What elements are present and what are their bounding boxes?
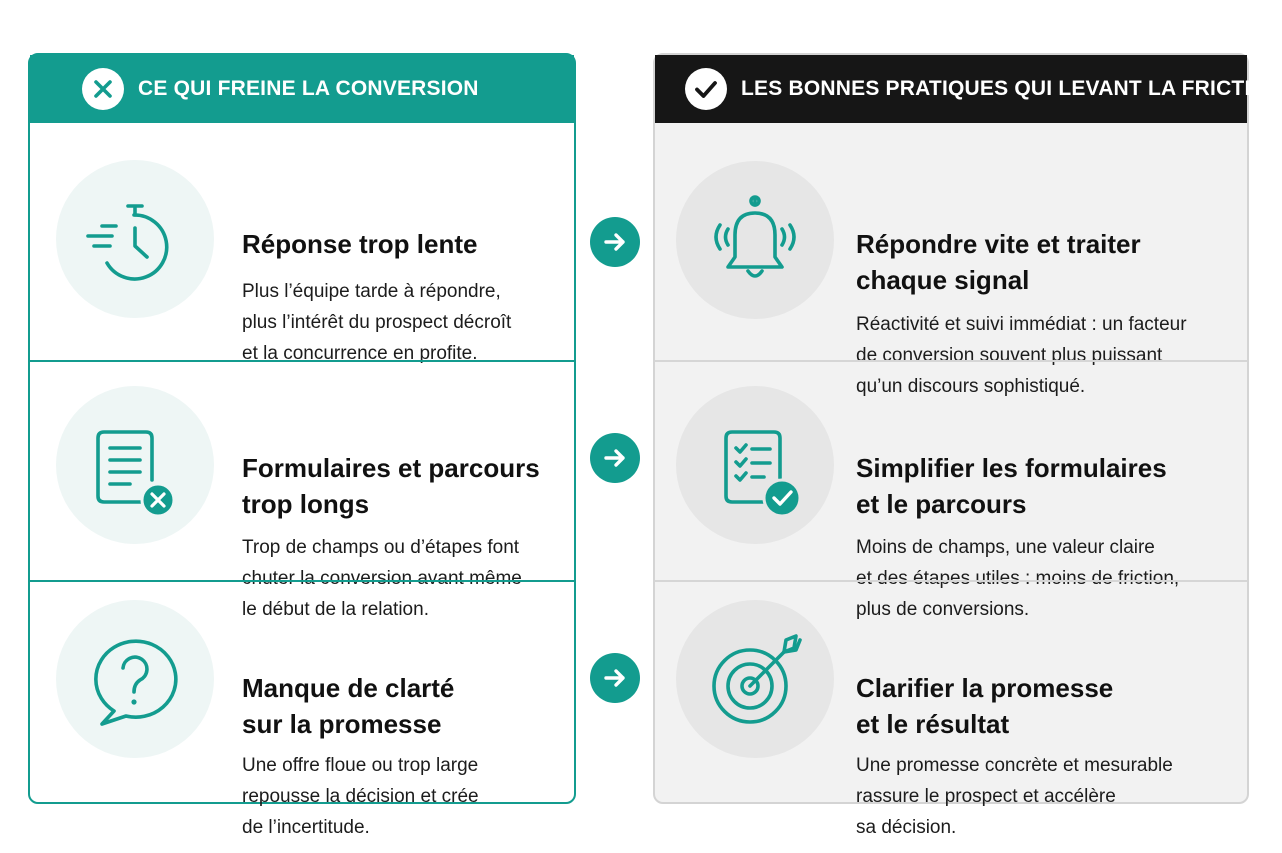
obstacles-title: CE QUI FREINE LA CONVERSION	[138, 77, 479, 100]
practice-item	[655, 360, 1247, 620]
obstacle-title: Formulaires et parcours trop longs	[242, 453, 540, 519]
target-icon	[676, 600, 834, 758]
practice-title: Clarifier la promesse et le résultat	[856, 673, 1114, 739]
arrow-right-icon	[590, 217, 640, 267]
practice-item	[655, 580, 1247, 838]
practice-title: Répondre vite et traiter chaque signal	[856, 229, 1141, 295]
obstacles-header	[30, 55, 574, 123]
obstacles-panel	[28, 53, 576, 838]
best-practices-title: LES BONNES PRATIQUES QUI LEVANT LA FRICTION	[741, 77, 1282, 100]
practice-description: Réactivité et suivi immédiat : un facteur de conversion souvent plus puissant qu’un discours sophistiqué.	[856, 314, 1187, 397]
question-bubble-icon	[56, 600, 214, 758]
obstacle-item	[30, 360, 574, 620]
practice-description: Une promesse concrète et mesurable rassure le prospect et accélère sa décision.	[856, 755, 1173, 838]
obstacle-title: Manque de clarté sur la promesse	[242, 673, 455, 739]
arrow-right-icon	[590, 433, 640, 483]
practice-description: Moins de champs, une valeur claire et des étapes utiles : moins de friction, plus de conversions.	[856, 537, 1180, 620]
obstacle-item	[30, 580, 574, 838]
close-icon	[82, 68, 124, 110]
arrow-right-icon	[590, 653, 640, 703]
obstacle-description: Trop de champs ou d’étapes font chuter la conversion avant même le début de la relation.	[242, 537, 522, 620]
practice-title: Simplifier les formulaires et le parcours	[856, 453, 1167, 519]
obstacle-title: Réponse trop lente	[242, 229, 478, 259]
checklist-icon	[676, 386, 834, 544]
stopwatch-icon	[56, 160, 214, 318]
obstacle-description: Une offre floue ou trop large repousse la décision et crée de l’incertitude.	[242, 755, 479, 838]
document-error-icon	[56, 386, 214, 544]
practice-item	[655, 123, 1247, 397]
best-practices-panel	[653, 53, 1282, 838]
best-practices-header	[655, 55, 1282, 123]
obstacle-item	[30, 123, 574, 364]
obstacle-description: Plus l’équipe tarde à répondre, plus l’intérêt du prospect décroît et la concurrence en profite.	[242, 281, 512, 364]
bell-ringing-icon	[676, 161, 834, 319]
check-icon	[685, 68, 727, 110]
